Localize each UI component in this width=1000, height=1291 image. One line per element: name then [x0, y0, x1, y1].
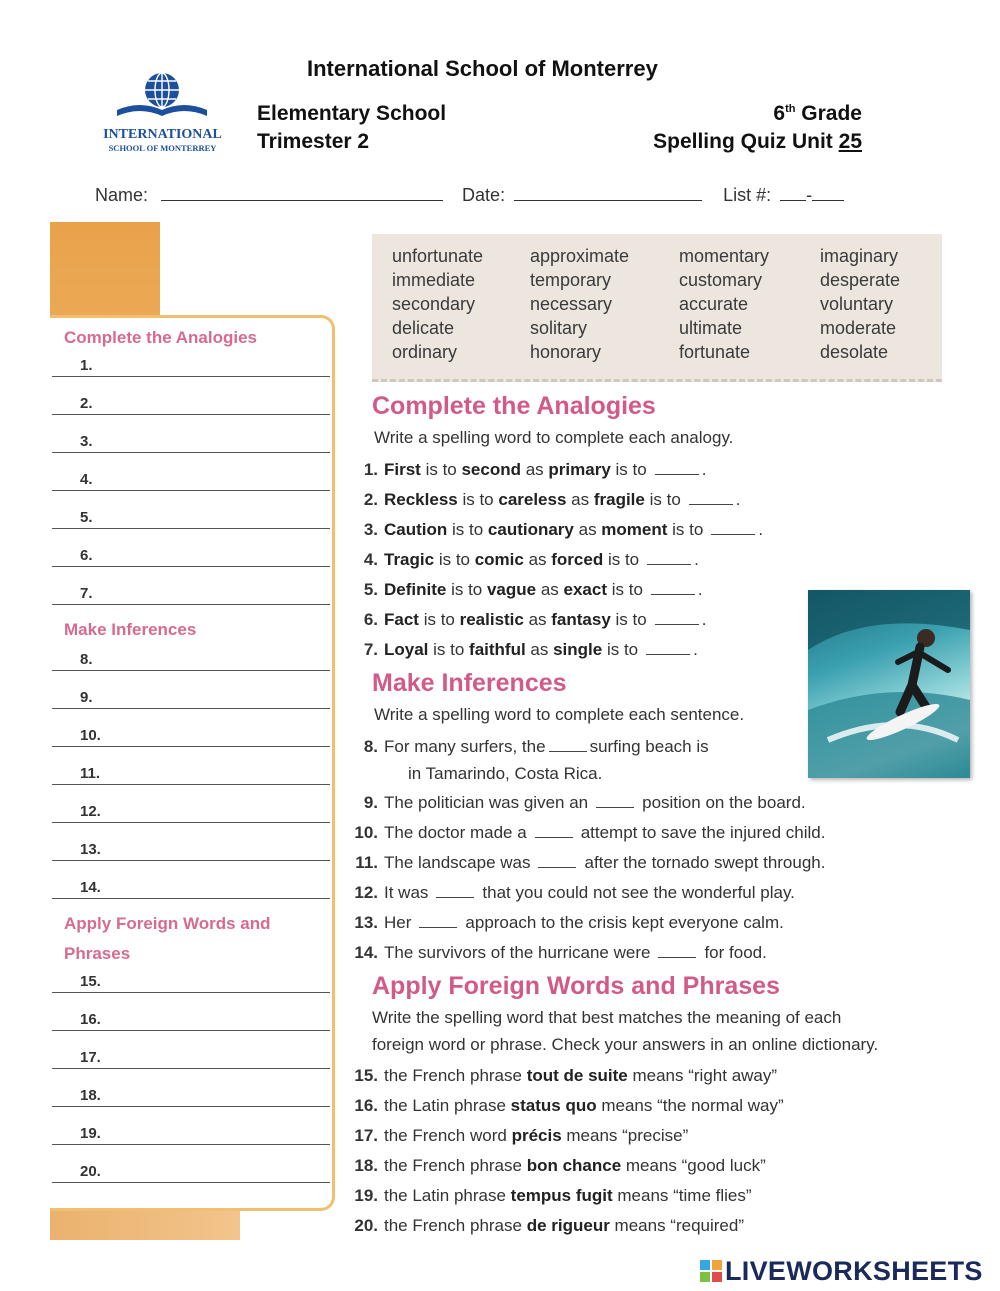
- keyword: Fact: [384, 610, 419, 629]
- item-text: means “precise”: [561, 1126, 689, 1145]
- date-label: Date:: [462, 185, 506, 205]
- spelling-word: necessary: [530, 294, 613, 314]
- surfer-photo: [808, 590, 970, 778]
- answer-blank[interactable]: [655, 624, 699, 625]
- foreign-item-18: [352, 1156, 766, 1176]
- logo-text-line1: INTERNATIONAL: [103, 127, 222, 142]
- keyword: second: [461, 460, 521, 479]
- panel-heading-foreign-1: Apply Foreign Words and: [64, 914, 271, 933]
- item-number: 16.: [354, 1096, 378, 1115]
- item-number: 9.: [363, 793, 378, 812]
- item-number: 2.: [363, 490, 378, 509]
- answer-number: 9.: [80, 689, 93, 706]
- inferences-instruction: Write a spelling word to complete each sentence.: [374, 705, 745, 724]
- keyword: realistic: [459, 610, 524, 629]
- item-text: as: [523, 550, 552, 569]
- item-text: approach to the crisis kept everyone calm.: [465, 913, 784, 932]
- answer-number: 17.: [80, 1049, 101, 1066]
- foreign-phrase: status quo: [510, 1096, 597, 1115]
- answer-line-1[interactable]: [52, 352, 330, 377]
- item-text: is to: [428, 640, 470, 659]
- item-number: 18.: [354, 1156, 378, 1175]
- division-label: Elementary School: [257, 102, 447, 125]
- item-text: is to: [610, 610, 647, 629]
- answer-line-9[interactable]: [52, 684, 330, 709]
- keyword: comic: [474, 550, 524, 569]
- answer-line-11[interactable]: [52, 760, 330, 785]
- item-text: The landscape was: [384, 853, 531, 872]
- item-text: is to: [610, 460, 647, 479]
- answer-line-17[interactable]: [52, 1044, 330, 1069]
- item-number: 5.: [363, 580, 378, 599]
- item-text: is to: [602, 640, 639, 659]
- item-text: is to: [447, 520, 488, 539]
- foreign-title: Apply Foreign Words and Phrases: [372, 972, 780, 1000]
- item-number: 13.: [354, 913, 378, 932]
- answer-line-5[interactable]: [52, 504, 330, 529]
- keyword: cautionary: [487, 520, 574, 539]
- answer-number: 16.: [80, 1011, 101, 1028]
- keyword: Definite: [384, 580, 447, 599]
- panel-heading-foreign-2: Phrases: [64, 944, 131, 963]
- item-number: 11.: [355, 853, 378, 872]
- answer-blank[interactable]: [549, 751, 587, 752]
- spelling-word: unfortunate: [392, 246, 484, 266]
- keyword: forced: [551, 550, 604, 569]
- inference-item-9: [352, 793, 806, 813]
- brand-name: LIVEWORKSHEETS: [725, 1256, 983, 1286]
- item-text: attempt to save the injured child.: [580, 823, 826, 842]
- unit-number: 25: [838, 130, 862, 153]
- date-field[interactable]: [514, 186, 702, 201]
- item-text: The doctor made a: [384, 823, 527, 842]
- answer-number: 2.: [80, 395, 93, 412]
- school-title: International School of Monterrey: [307, 56, 658, 81]
- spelling-word: approximate: [530, 246, 630, 266]
- spelling-word: solitary: [530, 318, 588, 338]
- spelling-word: immediate: [392, 270, 476, 290]
- answer-number: 12.: [80, 803, 101, 820]
- keyword: faithful: [469, 640, 526, 659]
- keyword: moment: [601, 520, 668, 539]
- foreign-item-19: [352, 1186, 752, 1206]
- list-field-2[interactable]: [812, 186, 844, 201]
- item-text: For many surfers, the: [384, 737, 546, 756]
- foreign-item-16: [352, 1096, 784, 1116]
- keyword: First: [384, 460, 421, 479]
- analogy-item-2: 2. Reckless is to careless as fragile is to .: [352, 490, 741, 510]
- keyword: vague: [486, 580, 537, 599]
- liveworksheets-logo-icon: [700, 1260, 722, 1282]
- item-text: the French phrase: [384, 1216, 527, 1235]
- answer-number: 13.: [80, 841, 101, 858]
- keyword: primary: [548, 460, 611, 479]
- foreign-instruction-2: foreign word or phrase. Check your answers in an online dictionary.: [372, 1035, 879, 1054]
- item-text: means “required”: [609, 1216, 744, 1235]
- spelling-word: voluntary: [820, 294, 894, 314]
- spelling-word: desolate: [820, 342, 889, 362]
- keyword: Loyal: [384, 640, 429, 659]
- item-number: 1.: [363, 460, 378, 479]
- item-text: is to: [667, 520, 704, 539]
- foreign-item-20: [352, 1216, 744, 1236]
- spelling-word: fortunate: [679, 342, 751, 362]
- spelling-word: temporary: [530, 270, 612, 290]
- answer-blank[interactable]: [647, 564, 691, 565]
- answer-line-6[interactable]: [52, 542, 330, 567]
- item-text: is to: [420, 460, 462, 479]
- item-text: is to: [418, 610, 460, 629]
- answer-line-14[interactable]: [52, 874, 330, 899]
- item-text: as: [523, 610, 552, 629]
- keyword: fantasy: [551, 610, 611, 629]
- item-number: 20.: [354, 1216, 378, 1235]
- answer-number: 8.: [80, 651, 93, 668]
- item-number: 10.: [354, 823, 378, 842]
- answer-number: 20.: [80, 1163, 101, 1180]
- answer-number: 1.: [80, 357, 93, 374]
- foreign-phrase: de rigueur: [526, 1216, 610, 1235]
- item-text: means “the normal way”: [596, 1096, 784, 1115]
- item-text: the Latin phrase: [384, 1186, 511, 1205]
- item-text: is to: [434, 550, 475, 569]
- spelling-word: delicate: [392, 318, 455, 338]
- item-text: the French phrase: [384, 1156, 527, 1175]
- panel-heading-inferences: Make Inferences: [64, 620, 197, 639]
- answer-blank[interactable]: [419, 927, 457, 928]
- liveworksheets-brand: [700, 1256, 983, 1287]
- answer-blank[interactable]: [689, 504, 733, 505]
- keyword: careless: [498, 490, 567, 509]
- analogy-item-3: 3. Caution is to cautionary as moment is to .: [352, 520, 763, 540]
- item-text: the Latin phrase: [384, 1096, 511, 1115]
- item-number: 19.: [354, 1186, 378, 1205]
- panel-heading-analogies: Complete the Analogies: [64, 328, 258, 347]
- spelling-word: moderate: [820, 318, 897, 338]
- answer-blank[interactable]: [436, 897, 474, 898]
- item-text: means “time flies”: [612, 1186, 752, 1205]
- item-number: 8.: [363, 737, 378, 756]
- item-number: 4.: [363, 550, 378, 569]
- inference-item-11: [352, 853, 825, 873]
- answer-line-2[interactable]: [52, 390, 330, 415]
- inference-item-14: [352, 943, 767, 963]
- answer-blank[interactable]: [655, 474, 699, 475]
- student-info-line: Name: Date: List #: -: [95, 185, 844, 206]
- item-text: is to: [644, 490, 681, 509]
- analogy-item-7: 7. Loyal is to faithful as single is to .: [352, 640, 698, 660]
- name-field[interactable]: [161, 186, 443, 201]
- item-text: The politician was given an: [384, 793, 589, 812]
- item-text: the French word: [384, 1126, 512, 1145]
- inference-item-8-cont: in Tamarindo, Costa Rica.: [408, 764, 603, 783]
- answer-number: 14.: [80, 879, 101, 896]
- answer-number: 10.: [80, 727, 101, 744]
- grade-suffix: th: [785, 103, 796, 115]
- answer-number: 4.: [80, 471, 93, 488]
- item-text: as: [521, 460, 549, 479]
- answer-number: 3.: [80, 433, 93, 450]
- answer-line-16[interactable]: [52, 1006, 330, 1031]
- answer-line-15[interactable]: [52, 968, 330, 993]
- answer-line-4[interactable]: [52, 466, 330, 491]
- answer-number: 11.: [80, 765, 101, 782]
- item-text: surfing beach is: [589, 737, 709, 756]
- spelling-word: ordinary: [392, 342, 458, 362]
- analogy-item-4: 4. Tragic is to comic as forced is to .: [352, 550, 699, 570]
- surfer-illustration: [808, 590, 970, 778]
- answer-blank[interactable]: [658, 957, 696, 958]
- item-text: the French phrase: [384, 1066, 527, 1085]
- globe-book-icon: [95, 70, 230, 120]
- answer-line-18[interactable]: [52, 1082, 330, 1107]
- answer-line-20[interactable]: [52, 1158, 330, 1183]
- item-text: after the tornado swept through.: [584, 853, 826, 872]
- item-text: The survivors of the hurricane were: [384, 943, 651, 962]
- keyword: Caution: [384, 520, 448, 539]
- spelling-word: desperate: [820, 270, 901, 290]
- answer-number: 18.: [80, 1087, 101, 1104]
- quiz-label: [653, 130, 862, 154]
- answer-blank[interactable]: [646, 654, 690, 655]
- spelling-word-box: [372, 234, 942, 382]
- foreign-instruction-1: Write the spelling word that best matches the meaning of each: [372, 1008, 842, 1027]
- spelling-word: accurate: [679, 294, 749, 314]
- answer-number: 6.: [80, 547, 93, 564]
- inference-item-12: [352, 883, 795, 903]
- item-text: is to: [607, 580, 643, 599]
- spelling-word: momentary: [679, 246, 770, 266]
- answer-line-7[interactable]: [52, 580, 330, 605]
- quiz-text: Spelling Quiz Unit: [653, 130, 833, 153]
- item-text: as: [573, 520, 602, 539]
- keyword: fragile: [593, 490, 645, 509]
- keyword: Tragic: [384, 550, 435, 569]
- foreign-phrase: tout de suite: [526, 1066, 628, 1085]
- analogy-item-1: 1. First is to second as primary is to .: [352, 460, 706, 480]
- name-label: Name:: [95, 185, 149, 205]
- keyword: Reckless: [384, 490, 458, 509]
- spelling-word: ultimate: [679, 318, 743, 338]
- answer-blank[interactable]: [596, 807, 634, 808]
- foreign-phrase: bon chance: [526, 1156, 622, 1175]
- answer-line-12[interactable]: [52, 798, 330, 823]
- item-number: 3.: [363, 520, 378, 539]
- term-label: Trimester 2: [257, 130, 370, 153]
- item-text: is to: [457, 490, 499, 509]
- item-text: means “good luck”: [621, 1156, 766, 1175]
- keyword: exact: [563, 580, 607, 599]
- answer-blank[interactable]: [535, 837, 573, 838]
- item-text: as: [536, 580, 564, 599]
- item-number: 17.: [354, 1126, 378, 1145]
- grade-word: Grade: [801, 102, 862, 125]
- inference-item-10: [352, 823, 825, 843]
- item-number: 7.: [363, 640, 378, 659]
- spelling-word: honorary: [530, 342, 602, 362]
- list-field-1[interactable]: [780, 186, 806, 201]
- answer-panel: [50, 315, 335, 1211]
- analogies-title: Complete the Analogies: [372, 392, 656, 420]
- answer-line-13[interactable]: [52, 836, 330, 861]
- item-number: 6.: [363, 610, 378, 629]
- inference-item-8: [352, 737, 709, 757]
- item-text: Her: [384, 913, 412, 932]
- analogies-instruction: Write a spelling word to complete each analogy.: [374, 428, 734, 447]
- analogy-item-6: 6. Fact is to realistic as fantasy is to .: [352, 610, 706, 630]
- item-number: 14.: [354, 943, 378, 962]
- answer-blank[interactable]: [651, 594, 695, 595]
- answer-blank[interactable]: [538, 867, 576, 868]
- spelling-word: secondary: [392, 294, 476, 314]
- item-text: is to: [603, 550, 640, 569]
- answer-blank[interactable]: [711, 534, 755, 535]
- answer-number: 5.: [80, 509, 93, 526]
- grade-number: 6: [773, 102, 786, 125]
- answer-line-8[interactable]: [52, 646, 330, 671]
- item-number: 15.: [354, 1066, 378, 1085]
- spelling-word: customary: [679, 270, 763, 290]
- item-text: It was: [384, 883, 429, 902]
- grade-label: [773, 102, 862, 126]
- keyword: single: [553, 640, 603, 659]
- inference-item-13: [352, 913, 784, 933]
- answer-line-10[interactable]: [52, 722, 330, 747]
- analogy-item-5: 5. Definite is to vague as exact is to .: [352, 580, 703, 600]
- item-text: as: [566, 490, 594, 509]
- item-text: for food.: [704, 943, 767, 962]
- item-text: position on the board.: [642, 793, 806, 812]
- list-label: List #:: [723, 185, 772, 205]
- foreign-item-15: [352, 1066, 777, 1086]
- item-text: is to: [446, 580, 487, 599]
- spelling-word: imaginary: [820, 246, 899, 266]
- item-number: 12.: [354, 883, 378, 902]
- item-text: that you could not see the wonderful play.: [482, 883, 795, 902]
- answer-number: 7.: [80, 585, 93, 602]
- answer-line-19[interactable]: [52, 1120, 330, 1145]
- item-text: as: [525, 640, 554, 659]
- foreign-phrase: tempus fugit: [510, 1186, 613, 1205]
- inferences-title: Make Inferences: [372, 669, 567, 697]
- foreign-item-17: [352, 1126, 688, 1146]
- foreign-phrase: précis: [511, 1126, 562, 1145]
- answer-line-3[interactable]: [52, 428, 330, 453]
- logo-text-line2: SCHOOL OF MONTERREY: [108, 143, 217, 153]
- item-text: means “right away”: [627, 1066, 778, 1085]
- answer-number: 19.: [80, 1125, 101, 1142]
- school-logo: [95, 70, 230, 155]
- answer-number: 15.: [80, 973, 101, 990]
